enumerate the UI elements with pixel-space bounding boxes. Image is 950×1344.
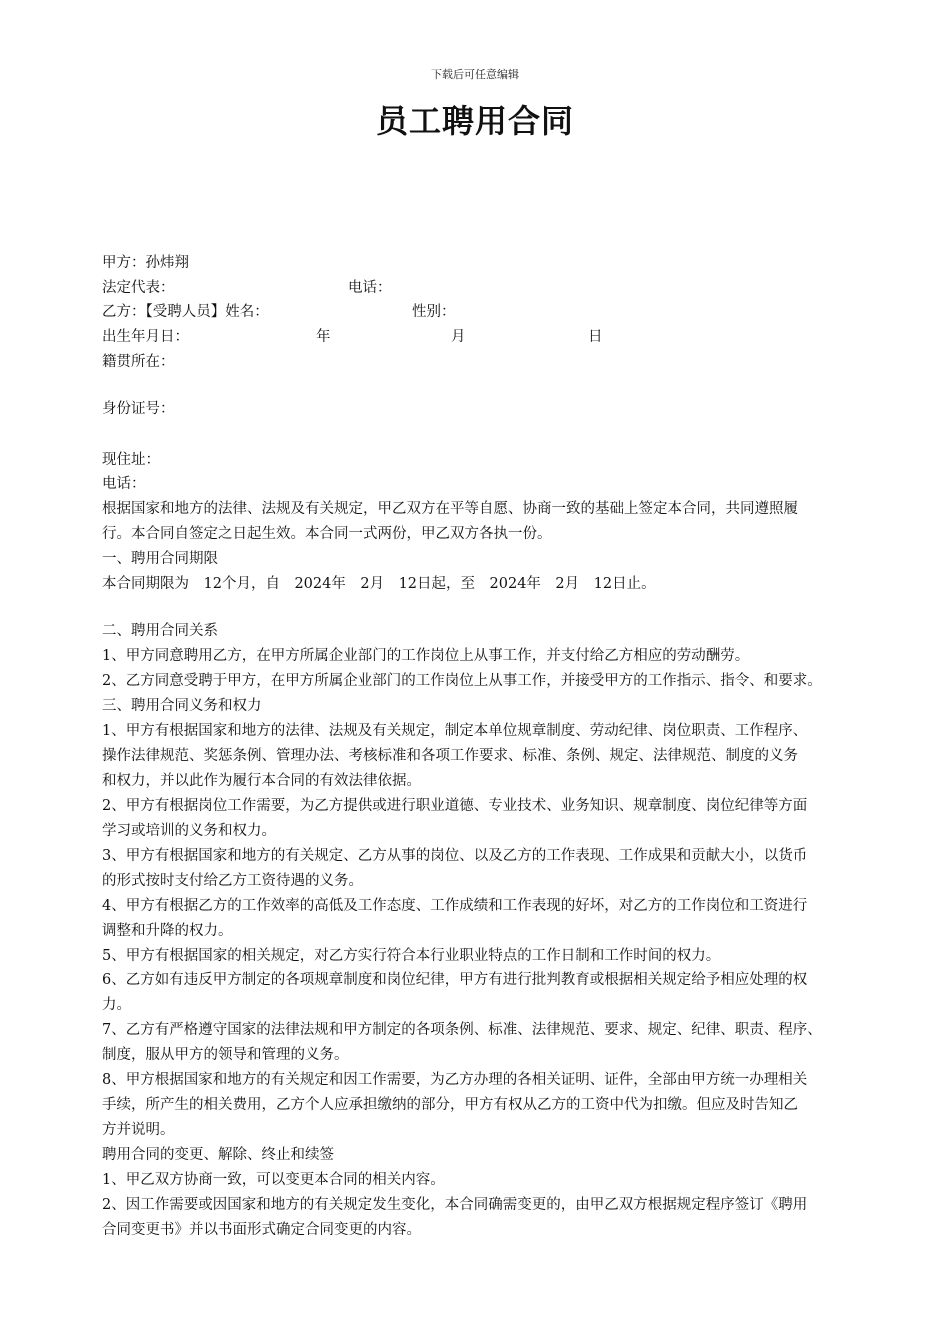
section-3-line: 6、乙方如有违反甲方制定的各项规章制度和岗位纪律，甲方有进行批判教育或根据相关规定给予相应处理的权: [102, 972, 808, 988]
party-b-label: 乙方：【受聘人员】姓名：: [102, 304, 269, 320]
phone-label: 电话：: [348, 280, 392, 296]
intro-line-2: 行。本合同自签定之日起生效。本合同一式两份，甲乙双方各执一份。: [102, 526, 552, 542]
term-line: 本合同期限为 12个月，自 2024年 2月 12日起，至 2024年 2月 12日止。: [102, 576, 656, 592]
party-a-line: 甲方：孙炜翔: [102, 255, 189, 271]
section-2-item-1: 1、甲方同意聘用乙方，在甲方所属企业部门的工作岗位上从事工作，并支付给乙方相应的劳动酬劳。: [102, 648, 750, 664]
native-place-line: 籍贯所在：: [102, 354, 175, 370]
header-note: 下载后可任意编辑: [431, 68, 519, 81]
section-3-line: 4、甲方有根据乙方的工作效率的高低及工作态度、工作成绩和工作表现的好坏，对乙方的工作岗位和工资进行: [102, 898, 808, 914]
section-3-line: 手续，所产生的相关费用，乙方个人应承担缴纳的部分，甲方有权从乙方的工资中代为扣缴。但应及时告知乙: [102, 1097, 798, 1113]
section-4-line: 合同变更书》并以书面形式确定合同变更的内容。: [102, 1222, 421, 1238]
section-2-item-2: 2、乙方同意受聘于甲方，在甲方所属企业部门的工作岗位上从事工作，并接受甲方的工作指示、指令、和要求。: [102, 673, 822, 689]
page-title: 员工聘用合同: [375, 102, 574, 140]
section-4-line: 2、因工作需要或因国家和地方的有关规定发生变化，本合同确需变更的，由甲乙双方根据规定程序签订《聘用: [102, 1197, 808, 1213]
section-3-line: 的形式按时支付给乙方工资待遇的义务。: [102, 873, 363, 889]
year-char: 年: [316, 329, 331, 345]
section-3-line: 5、甲方有根据国家的相关规定，对乙方实行符合本行业职业特点的工作日制和工作时间的权力。: [102, 948, 721, 964]
section-4-title: 聘用合同的变更、解除、终止和续签: [102, 1147, 334, 1163]
legal-rep-label: 法定代表：: [102, 280, 175, 296]
section-3-line: 8、甲方根据国家和地方的有关规定和因工作需要，为乙方办理的各相关证明、证件，全部由甲方统一办理相关: [102, 1072, 808, 1088]
month-char: 月: [451, 329, 466, 345]
section-3-line: 和权力，并以此作为履行本合同的有效法律依据。: [102, 773, 421, 789]
section-3-line: 7、乙方有严格遵守国家的法律法规和甲方制定的各项条例、标准、法律规范、要求、规定、纪律、职责、程序、: [102, 1022, 822, 1038]
day-char: 日: [588, 329, 603, 345]
id-number-line: 身份证号：: [102, 401, 175, 417]
section-3-line: 力。: [102, 997, 131, 1013]
section-3-line: 2、甲方有根据岗位工作需要，为乙方提供或进行职业道德、专业技术、业务知识、规章制度、岗位纪律等方面: [102, 798, 808, 814]
address-line: 现住址：: [102, 452, 160, 468]
section-3-line: 制度，服从甲方的领导和管理的义务。: [102, 1047, 349, 1063]
section-3-line: 方并说明。: [102, 1122, 175, 1138]
section-3-line: 1、甲方有根据国家和地方的法律、法规及有关规定，制定本单位规章制度、劳动纪律、岗位职责、工作程序、: [102, 723, 808, 739]
birth-label: 出生年月日：: [102, 329, 189, 345]
phone-line: 电话：: [102, 476, 146, 492]
section-1-title: 一、聘用合同期限: [102, 551, 218, 567]
section-2-title: 二、聘用合同关系: [102, 623, 218, 639]
section-3-line: 调整和升降的权力。: [102, 923, 233, 939]
intro-line-1: 根据国家和地方的法律、法规及有关规定，甲乙双方在平等自愿、协商一致的基础上签定本合同，共同遵照履: [102, 501, 798, 517]
section-4-line: 1、甲乙双方协商一致，可以变更本合同的相关内容。: [102, 1172, 445, 1188]
section-3-line: 学习或培训的义务和权力。: [102, 823, 276, 839]
gender-label: 性别：: [412, 304, 456, 320]
section-3-line: 操作法律规范、奖惩条例、管理办法、考核标准和各项工作要求、标准、条例、规定、法律规范、制度的义务: [102, 748, 798, 764]
section-3-line: 3、甲方有根据国家和地方的有关规定、乙方从事的岗位、以及乙方的工作表现、工作成果和贡献大小，以货币: [102, 848, 808, 864]
section-3-title: 三、聘用合同义务和权力: [102, 698, 262, 714]
